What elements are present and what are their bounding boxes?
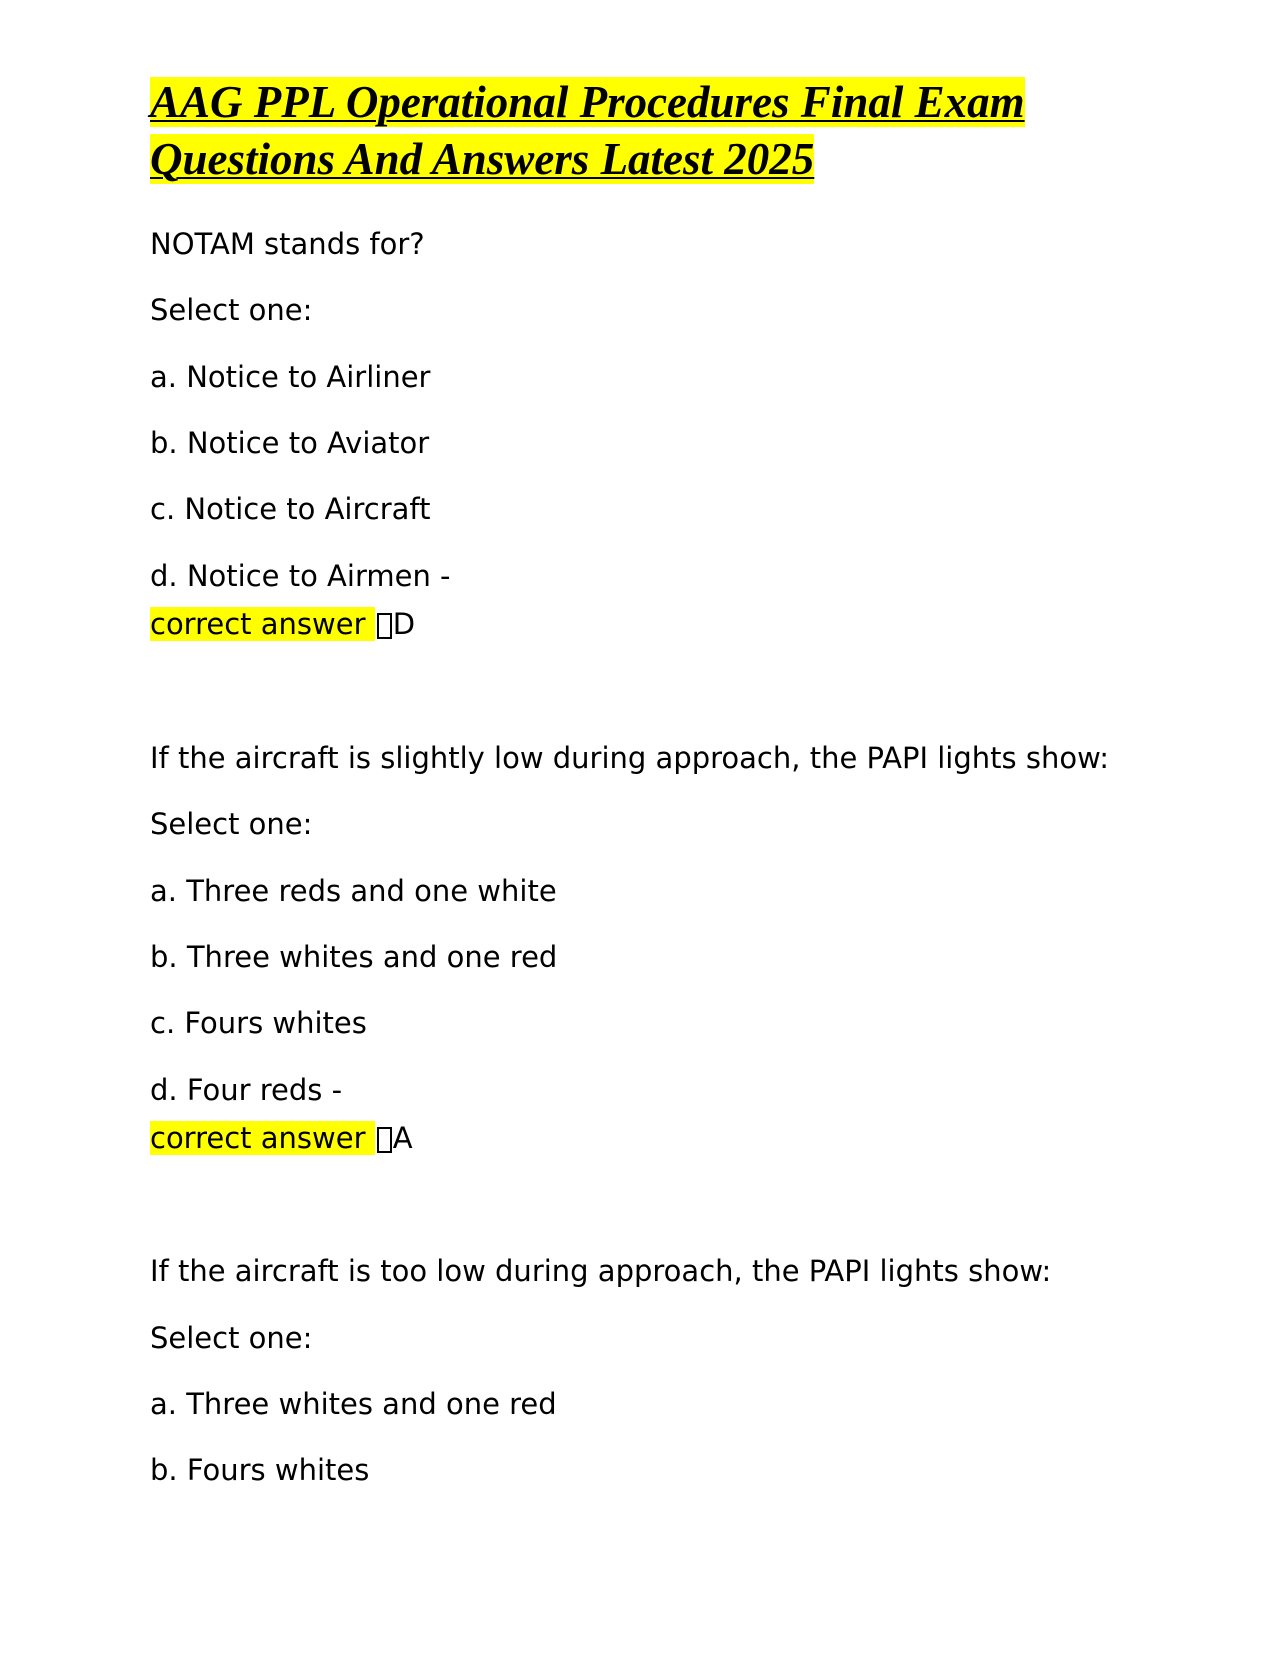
question-1-option-a: a. Notice to Airliner (150, 360, 431, 394)
document-title (150, 74, 1150, 188)
question-2-answer (150, 1118, 413, 1158)
question-1-option-c: c. Notice to Aircraft (150, 492, 431, 526)
question-2-option-b: b. Three whites and one red (150, 940, 558, 974)
question-3-select-label: Select one: (150, 1321, 313, 1355)
question-1-answer-value: D (392, 607, 416, 641)
question-1-option-b: b. Notice to Aviator (150, 426, 430, 460)
question-1-text: NOTAM stands for? (150, 227, 425, 261)
question-1-option-d: d. Notice to Airmen - (150, 559, 451, 593)
answer-label-highlight: correct answer (150, 1121, 375, 1155)
answer-label-highlight: correct answer (150, 607, 375, 641)
question-2-select-label: Select one: (150, 807, 313, 841)
question-2-text: If the aircraft is slightly low during approach, the PAPI lights show: (150, 741, 1109, 775)
document-title-text: AAG PPL Operational Procedures Final Exam Questions And Answers Latest 2025 (150, 77, 1025, 184)
question-3-option-a: a. Three whites and one red (150, 1387, 557, 1421)
missing-glyph-icon (377, 1127, 392, 1153)
missing-glyph-icon (377, 613, 392, 639)
question-1-answer (150, 604, 415, 644)
question-3-text: If the aircraft is too low during approach, the PAPI lights show: (150, 1254, 1052, 1288)
question-2-answer-value: A (392, 1121, 413, 1155)
question-2-option-d: d. Four reds - (150, 1073, 343, 1107)
question-2-option-a: a. Three reds and one white (150, 874, 557, 908)
question-2-option-c: c. Fours whites (150, 1006, 367, 1040)
question-3-option-b: b. Fours whites (150, 1453, 370, 1487)
question-1-select-label: Select one: (150, 293, 313, 327)
